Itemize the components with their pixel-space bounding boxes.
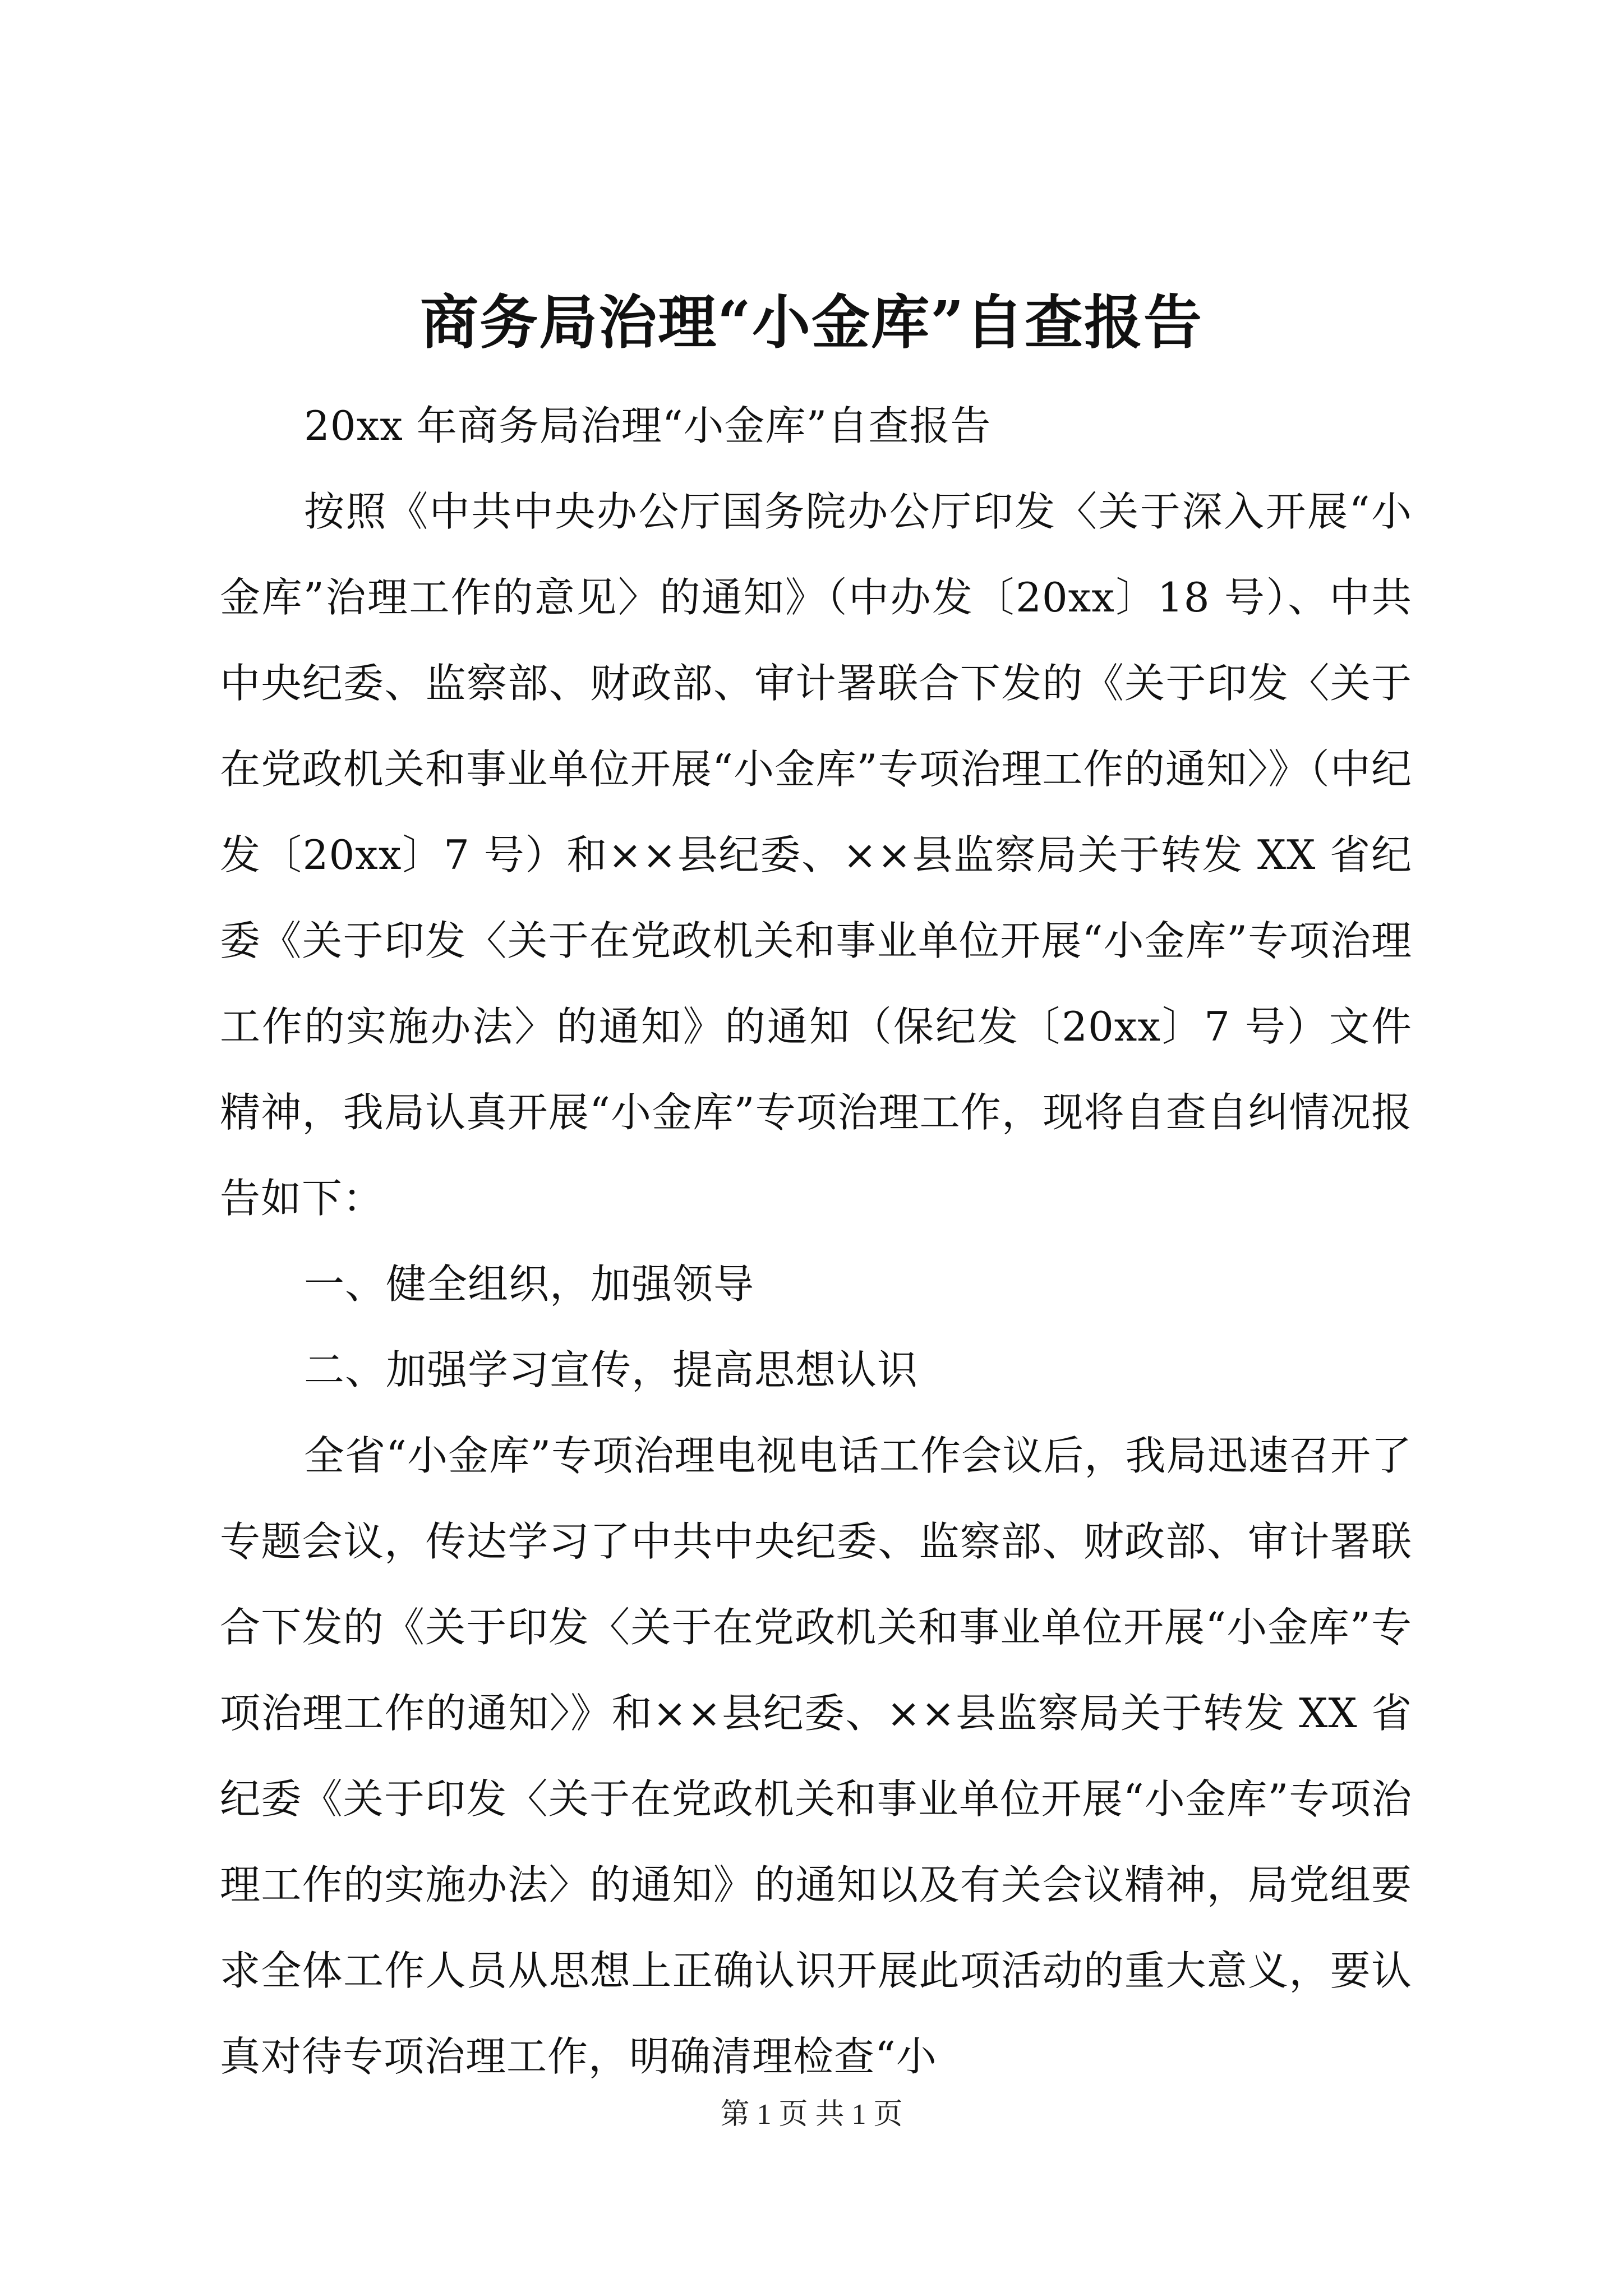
section-heading-1: 一、健全组织，加强领导 bbox=[304, 1260, 755, 1308]
section-heading-2: 二、加强学习宣传，提高思想认识 bbox=[304, 1346, 919, 1393]
body-paragraph: 全省“小金库”专项治理电视电话工作会议后，我局迅速召开了专题会议，传达学习了中共中央纪委、监察部、财政部、审计署联合下发的《关于印发〈关于在党政机关和事业单位开展“小金库”专项治理工作的通知〉》和××县纪委、××县监察局关于转发 XX 省纪委《关于印发〈关于在党政机关和事业单位开展“小金库”专项治理工作的实施办法〉的通知》的通知以及有关会议精神，局党组要求全体工作人员从思想上正确认识开展此项活动的重大意义，要认真对待专项治理工作，明确清理检查“小 bbox=[220, 1432, 1412, 2080]
page-footer: 第 1 页 共 1 页 bbox=[720, 2099, 903, 2131]
document-title: 商务局治理“小金库”自查报告 bbox=[420, 288, 1203, 357]
document-body bbox=[220, 383, 1412, 2100]
intro-paragraph: 按照《中共中央办公厅国务院办公厅印发〈关于深入开展“小金库”治理工作的意见〉的通知》（中办发〔20xx〕18 号）、中共中央纪委、监察部、财政部、审计署联合下发的《关于印发〈关于在党政机关和事业单位开展“小金库”专项治理工作的通知〉》（中纪发〔20xx〕7 号）和××县纪委、××县监察局关于转发 XX 省纪委《关于印发〈关于在党政机关和事业单位开展“小金库”专项治理工作的实施办法〉的通知》的通知（保纪发〔20xx〕7 号）文件精神，我局认真开展“小金库”专项治理工作，现将自查自纠情况报告如下： bbox=[220, 488, 1412, 1222]
subtitle-paragraph: 20xx 年商务局治理“小金库”自查报告 bbox=[304, 402, 992, 449]
